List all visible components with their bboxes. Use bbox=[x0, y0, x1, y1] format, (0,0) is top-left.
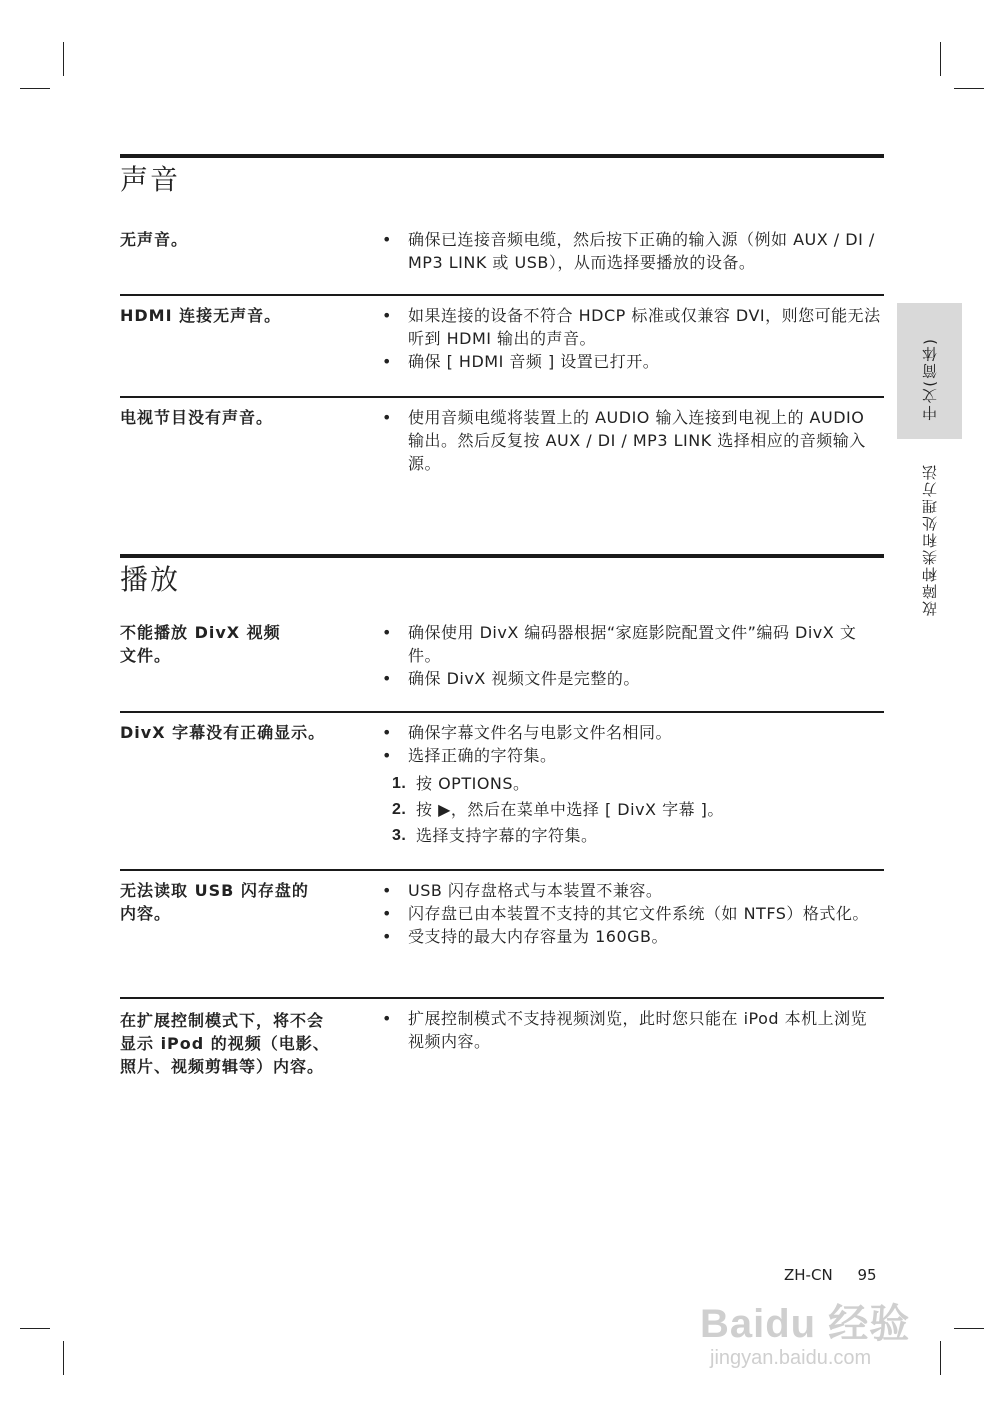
solution-bullet: • 确保已连接音频电缆，然后按下正确的输入源（例如 AUX / DI / MP3 LINK 或 USB），从而选择要播放的设备。 bbox=[382, 228, 882, 274]
section-rule bbox=[120, 154, 884, 158]
problem-text: 不能播放 DivX 视频文件。 bbox=[120, 623, 281, 665]
chapter-label: 故障种类和处理方法 bbox=[921, 463, 939, 616]
solution-bullet: • 受支持的最大内存容量为 160GB。 bbox=[382, 925, 882, 948]
crop-mark bbox=[940, 42, 941, 76]
solution-bullet: • 确保 [ HDMI 音频 ] 设置已打开。 bbox=[382, 350, 882, 373]
language-tab-label: 中文(简体) bbox=[921, 337, 939, 421]
section-sound bbox=[120, 154, 884, 200]
problem-text: 无声音。 bbox=[120, 230, 189, 249]
section-rule bbox=[120, 554, 884, 558]
problem-text: 电视节目没有声音。 bbox=[120, 408, 274, 427]
step-number: 2. bbox=[392, 801, 407, 818]
solution-bullet: • 如果连接的设备不符合 HDCP 标准或仅兼容 DVI，则您可能无法听到 HDMI 输出的声音。 bbox=[382, 304, 882, 350]
section-playback bbox=[120, 554, 884, 600]
crop-mark bbox=[63, 1341, 64, 1375]
solution bbox=[382, 721, 882, 849]
step-text: 选择支持字幕的字符集。 bbox=[416, 826, 598, 845]
step-item bbox=[382, 823, 882, 849]
solution-bullet: • 使用音频电缆将装置上的 AUDIO 输入连接到电视上的 AUDIO 输出。然后反复按 AUX / DI / MP3 LINK 选择相应的音频输入源。 bbox=[382, 406, 882, 475]
crop-mark bbox=[63, 42, 64, 76]
table-row bbox=[120, 396, 884, 518]
language-tab[interactable] bbox=[897, 303, 962, 439]
table-row bbox=[120, 621, 884, 711]
solution-bullet: • USB 闪存盘格式与本装置不兼容。 bbox=[382, 879, 882, 902]
solution bbox=[382, 1007, 882, 1053]
step-text: 按 ▶，然后在菜单中选择 [ DivX 字幕 ]。 bbox=[416, 800, 724, 819]
page-footer bbox=[784, 1266, 877, 1284]
table-row bbox=[120, 869, 884, 999]
crop-mark bbox=[20, 1328, 50, 1329]
page-number: 95 bbox=[857, 1266, 877, 1284]
table-row bbox=[120, 997, 884, 1109]
section-title: 播放 bbox=[120, 563, 181, 596]
solution-bullet: • 选择正确的字符集。 bbox=[382, 744, 882, 767]
solution bbox=[382, 228, 882, 274]
crop-mark bbox=[954, 1328, 984, 1329]
table-row bbox=[120, 294, 884, 398]
crop-mark bbox=[20, 88, 50, 89]
problem-text: 无法读取 USB 闪存盘的内容。 bbox=[120, 881, 309, 923]
step-number: 1. bbox=[392, 775, 407, 792]
solution-bullet: • 确保使用 DivX 编码器根据“家庭影院配置文件”编码 DivX 文件。 bbox=[382, 621, 882, 667]
step-item bbox=[382, 797, 882, 823]
step-text: 按 OPTIONS。 bbox=[416, 774, 530, 793]
problem-text: 在扩展控制模式下，将不会显示 iPod 的视频（电影、照片、视频剪辑等）内容。 bbox=[120, 1011, 330, 1076]
problem-text: DivX 字幕没有正确显示。 bbox=[120, 723, 326, 742]
step-item bbox=[382, 771, 882, 797]
table-row bbox=[120, 228, 884, 294]
solution bbox=[382, 879, 882, 948]
footer-language: ZH-CN bbox=[784, 1266, 833, 1284]
watermark bbox=[700, 1292, 950, 1377]
problem-text: HDMI 连接无声音。 bbox=[120, 306, 282, 325]
watermark-logo: Baidu 经验 bbox=[700, 1302, 911, 1346]
solution-bullet: • 确保 DivX 视频文件是完整的。 bbox=[382, 667, 882, 690]
solution-bullet: • 闪存盘已由本装置不支持的其它文件系统（如 NTFS）格式化。 bbox=[382, 902, 882, 925]
table-row bbox=[120, 711, 884, 870]
solution-bullet: • 扩展控制模式不支持视频浏览，此时您只能在 iPod 本机上浏览视频内容。 bbox=[382, 1007, 882, 1053]
step-number: 3. bbox=[392, 827, 407, 844]
solution-bullet: • 确保字幕文件名与电影文件名相同。 bbox=[382, 721, 882, 744]
solution bbox=[382, 621, 882, 690]
watermark-url: jingyan.baidu.com bbox=[710, 1347, 872, 1369]
solution bbox=[382, 304, 882, 373]
solution bbox=[382, 406, 882, 475]
crop-mark bbox=[954, 88, 984, 89]
section-title: 声音 bbox=[120, 163, 181, 196]
